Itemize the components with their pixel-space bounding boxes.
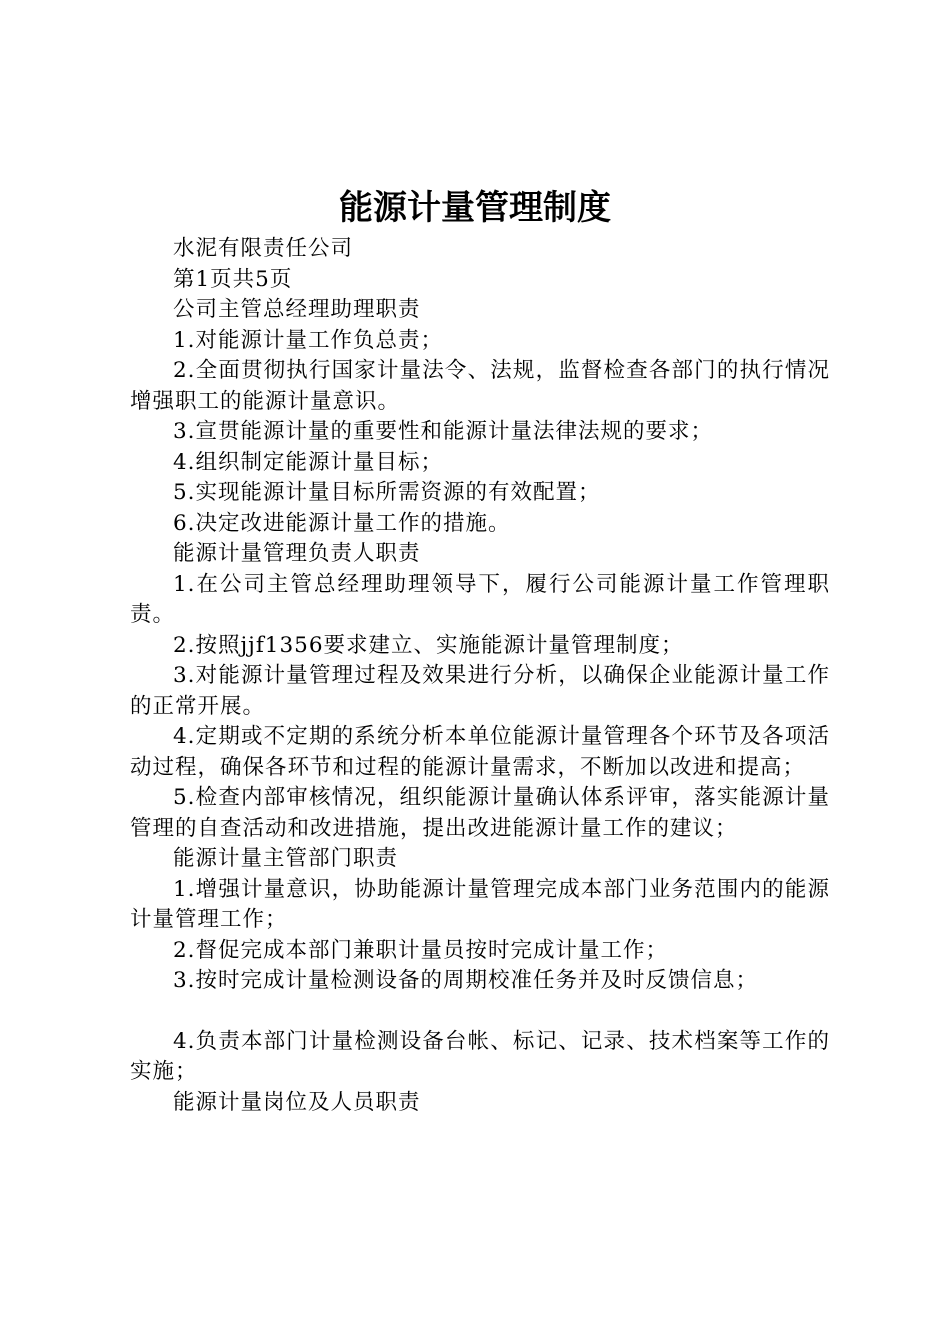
paragraph: 3.宣贯能源计量的重要性和能源计量法律法规的要求；	[173, 419, 714, 444]
paragraph: 1.对能源计量工作负总责；	[173, 327, 444, 353]
paragraph: 1.在公司主管总经理助理领导下，履行公司能源计量工作管理职责。	[130, 571, 830, 627]
page-indicator: 第1页共5页	[173, 266, 293, 292]
paragraph: 4.负责本部门计量检测设备台帐、标记、记录、技术档案等工作的实施；	[130, 1028, 830, 1084]
paragraph: 1.增强计量意识，协助能源计量管理完成本部门业务范围内的能源计量管理工作；	[130, 876, 830, 932]
paragraph: 4.定期或不定期的系统分析本单位能源计量管理各个环节及各项活动过程，确保各环节和过程的能源计量需求，不断加以改进和提高；	[130, 724, 830, 780]
paragraph: 3.对能源计量管理过程及效果进行分析，以确保企业能源计量工作的正常开展。	[130, 663, 830, 719]
paragraph: 2.督促完成本部门兼职计量员按时完成计量工作；	[173, 937, 669, 963]
paragraph: 5.实现能源计量目标所需资源的有效配置；	[173, 480, 601, 505]
paragraph: 4.组织制定能源计量目标；	[173, 449, 444, 475]
document-title: 能源计量管理制度	[339, 188, 611, 228]
paragraph: 6.决定改进能源计量工作的措施。	[173, 510, 511, 536]
section-heading-manager: 公司主管总经理助理职责	[173, 297, 421, 322]
paragraph: 5.检查内部审核情况，组织能源计量确认体系评审，落实能源计量管理的自查活动和改进措施，提出改进能源计量工作的建议；	[130, 785, 830, 841]
document-body	[130, 234, 830, 1118]
section-heading-positions: 能源计量岗位及人员职责	[173, 1089, 421, 1115]
paragraph: 3.按时完成计量检测设备的周期校准任务并及时反馈信息；	[173, 968, 759, 993]
section-heading-department: 能源计量主管部门职责	[173, 846, 399, 871]
section-heading-responsible-person: 能源计量管理负责人职责	[173, 541, 421, 566]
paragraph: 2.按照jjf1356要求建立、实施能源计量管理制度；	[173, 632, 684, 658]
paragraph: 2.全面贯彻执行国家计量法令、法规，监督检查各部门的执行情况增强职工的能源计量意识。	[130, 358, 830, 414]
company-name: 水泥有限责任公司	[173, 236, 354, 261]
